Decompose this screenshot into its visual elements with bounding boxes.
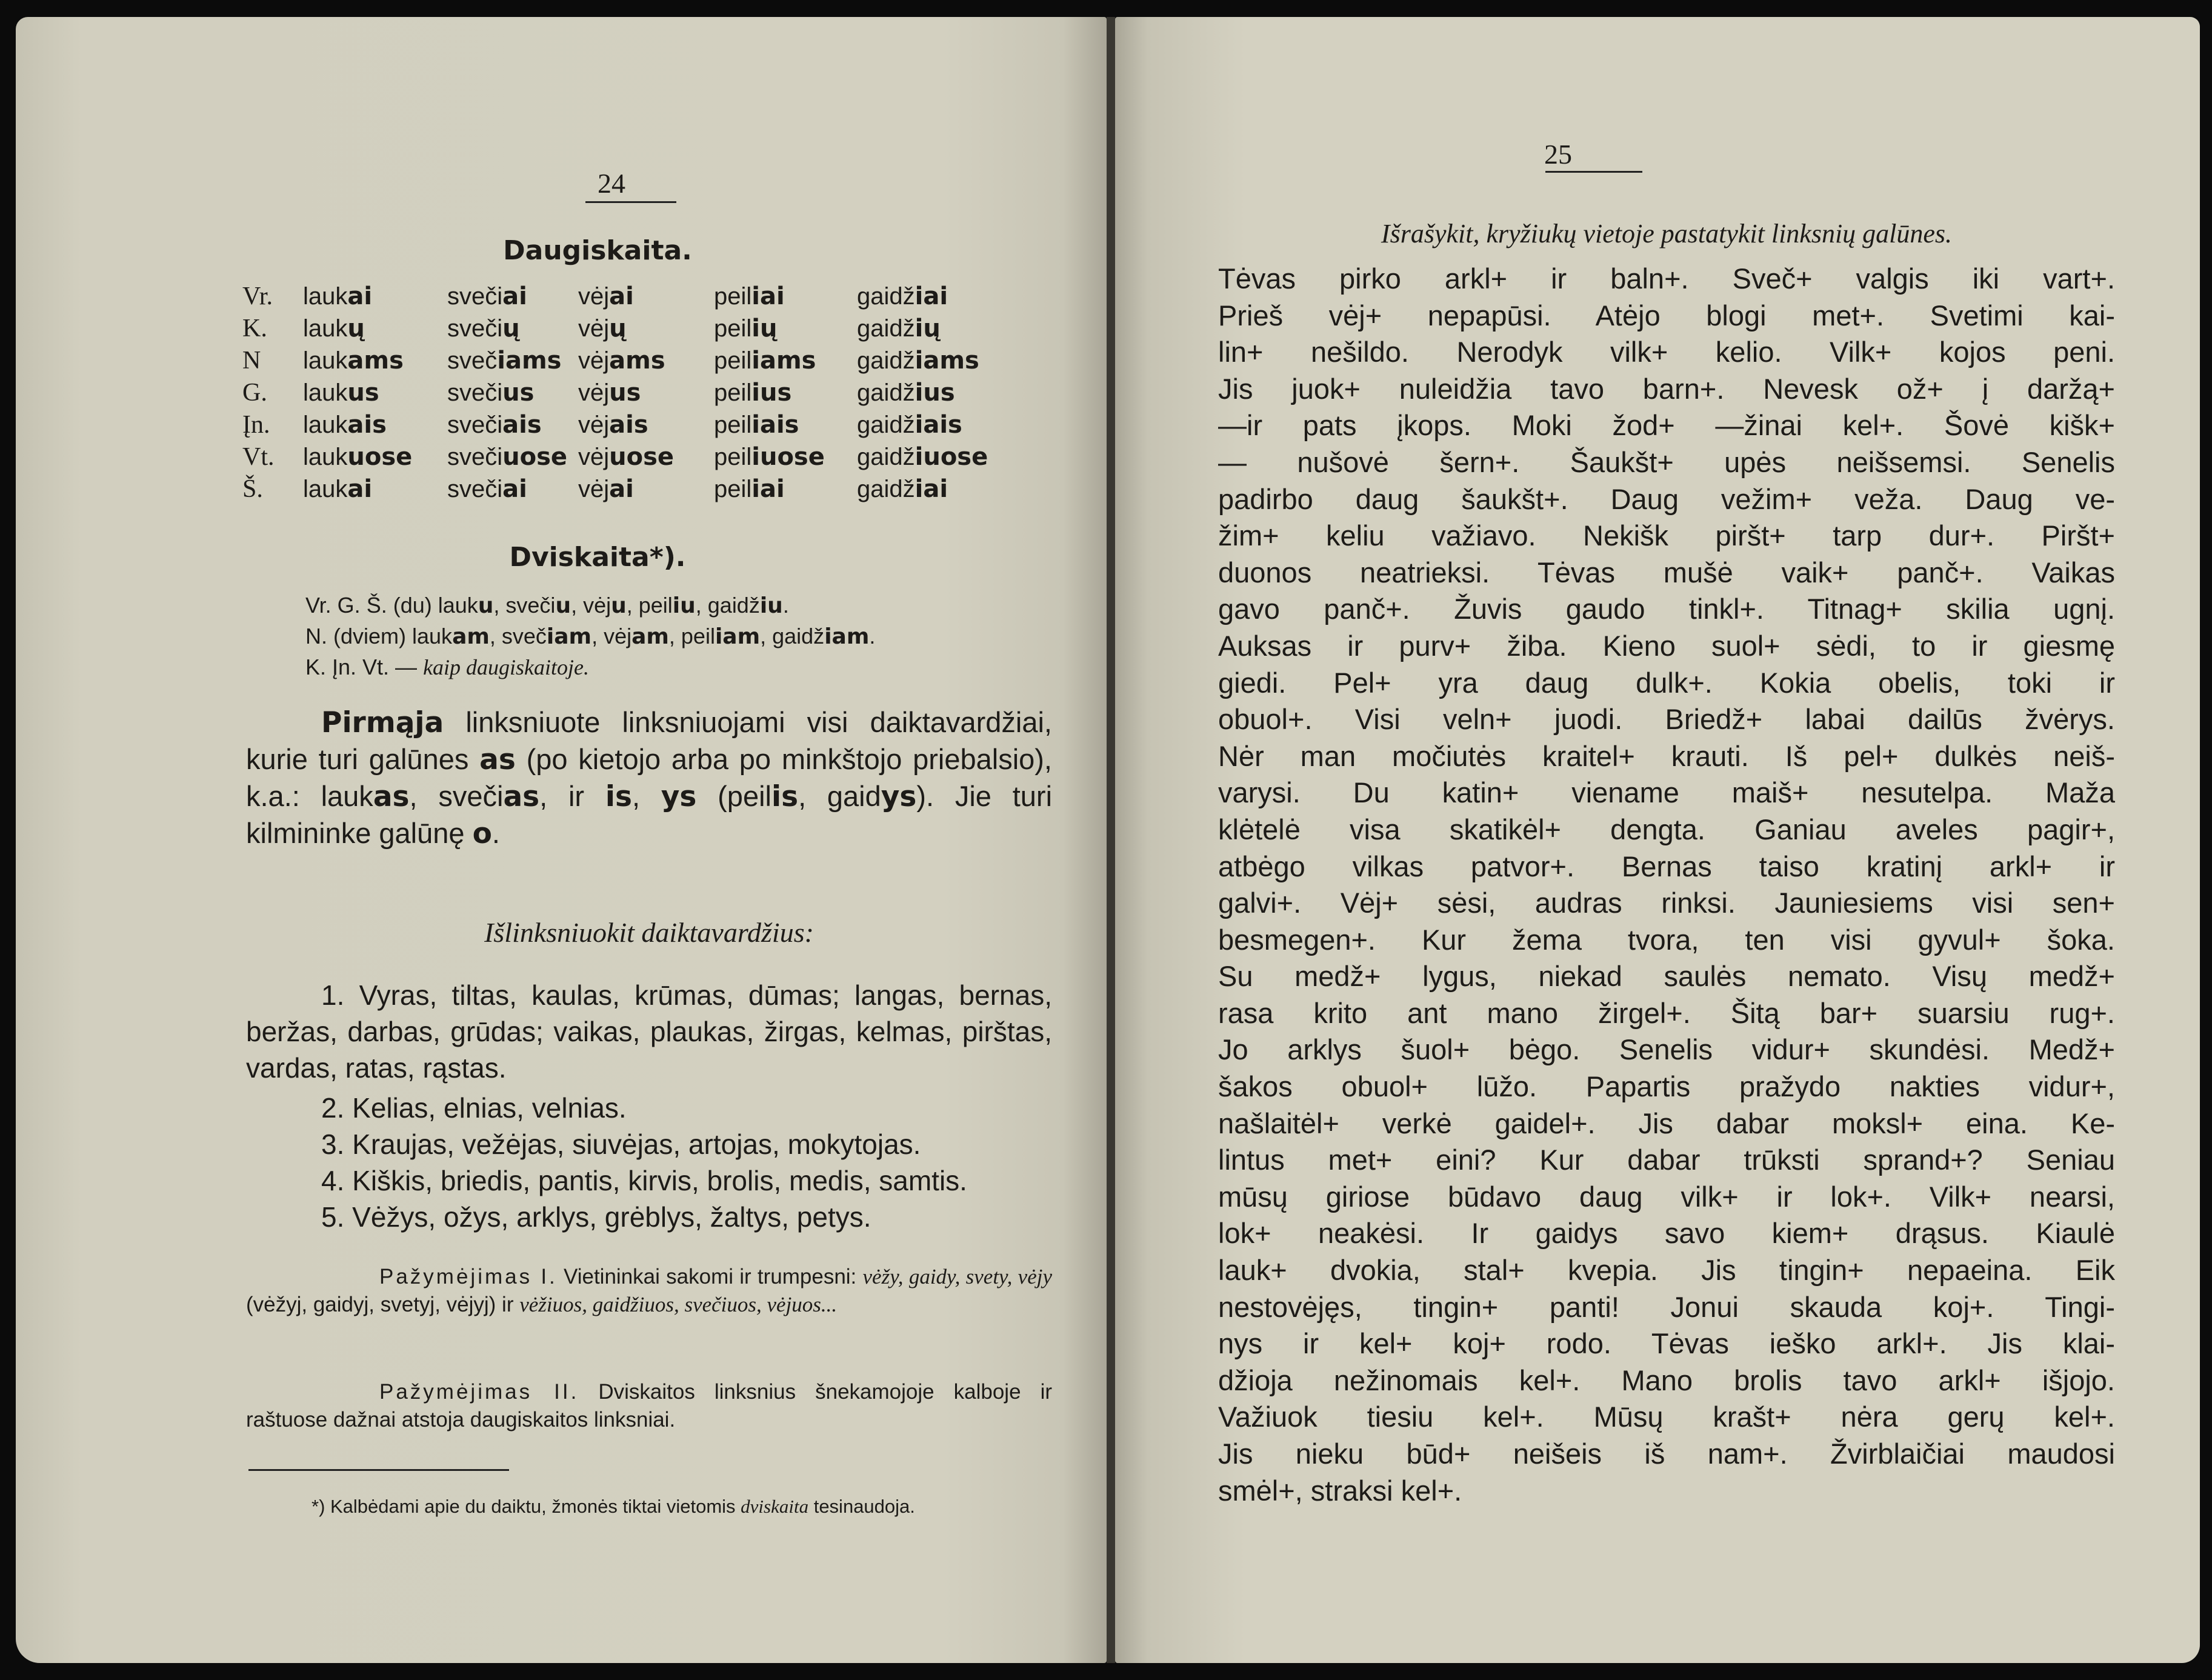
text-line: Jis juok+ nuleidžia tavo barn+. Nevesk ož+ į daržą+ xyxy=(1218,372,2115,405)
text-line: džioja nežinomais kel+. Mano brolis tavo arkl+ išjojo. xyxy=(1218,1364,2115,1396)
dual-heading: Dviskaita*). xyxy=(509,542,686,573)
text-line: klėtelė visa skatikėl+ dengta. Ganiau aveles pagir+, xyxy=(1218,813,2115,845)
plural-declension-table xyxy=(242,280,990,505)
word-stem: gaidž xyxy=(857,411,915,438)
text-line: mūsų giriose būdavo daug vilk+ ir lok+. Vilk+ nearsi, xyxy=(1218,1180,2115,1213)
text-line: lauk+ dvokia, stal+ kvepia. Jis tingin+ nepaeina. Eik xyxy=(1218,1254,2115,1287)
text-line: lok+ neakėsi. Ir gaidys savo kiem+ drąsus. Kiaulė xyxy=(1218,1217,2115,1250)
word-ending: ai xyxy=(609,475,634,503)
word-stem: peil xyxy=(714,475,752,502)
word-stem: vėj xyxy=(578,411,610,438)
text-line: padirbo daug šaukšt+. Daug vežim+ veža. Daug ve- xyxy=(1218,482,2115,515)
word-ending: iams xyxy=(497,346,562,375)
text-line: varysi. Du katin+ viename maiš+ nesutelpa. Maža xyxy=(1218,776,2115,809)
declension-row xyxy=(242,344,990,376)
dual-line-1: Vr. G. Š. (du) lauku, svečiu, vėju, peiliu, gaidžiu. xyxy=(305,593,789,618)
exercise-item-4: 4. Kiškis, briedis, pantis, kirvis, brolis, medis, samtis. xyxy=(321,1165,967,1196)
word-stem: gaidž xyxy=(857,315,915,342)
text-line: obuol+. Visi veln+ juodi. Briedž+ labai dailūs žvėrys. xyxy=(1218,703,2115,736)
declension-cell xyxy=(857,312,990,344)
declension-row xyxy=(242,408,990,441)
declension-cell xyxy=(303,473,447,505)
declension-cell xyxy=(714,312,857,344)
declension-cell xyxy=(447,408,578,441)
word-stem: gaidž xyxy=(857,282,915,310)
page-number-underline xyxy=(585,201,676,203)
dual-line-2: N. (dviem) laukam, svečiam, vėjam, peiliam, gaidžiam. xyxy=(305,624,876,649)
word-ending: iais xyxy=(914,410,962,439)
word-stem: peil xyxy=(714,282,752,310)
word-ending: iuose xyxy=(751,442,825,471)
dual-forms xyxy=(305,590,1093,682)
declension-cell xyxy=(303,344,447,376)
word-ending: ius xyxy=(751,378,792,407)
declension-cell xyxy=(447,441,578,473)
word-stem: lauk xyxy=(303,443,348,470)
text-line: Tėvas pirko arkl+ ir baln+. Sveč+ valgis iki vart+. xyxy=(1218,262,2115,295)
declension-row xyxy=(242,280,990,312)
word-ending: iai xyxy=(914,475,948,503)
declension-cell xyxy=(857,408,990,441)
dual-line-3: K. Įn. Vt. — kaip daugiskaitoje. xyxy=(305,655,590,679)
text-line: smėl+, straksi kel+. xyxy=(1218,1474,1462,1507)
word-stem: gaidž xyxy=(857,475,915,502)
declension-cell xyxy=(714,280,857,312)
word-stem: peil xyxy=(714,411,752,438)
word-ending: ių xyxy=(914,314,941,342)
word-ending: iams xyxy=(751,346,816,375)
text-line: —ir pats įkops. Moki žod+ —žinai kel+. Šovė kišk+ xyxy=(1218,409,2115,442)
declension-cell xyxy=(303,312,447,344)
word-ending: ai xyxy=(609,282,634,310)
text-line: Jo arklys šuol+ bėgo. Senelis vidur+ skundėsi. Medž+ xyxy=(1218,1033,2115,1066)
word-ending: ų xyxy=(347,314,365,342)
text-line: Auksas ir purv+ žiba. Kieno suol+ sėdi, to ir giesmę xyxy=(1218,629,2115,662)
page-number: 25 xyxy=(1544,139,1572,170)
case-label: Vr. xyxy=(242,282,273,310)
text-line: nys ir kel+ koj+ rodo. Tėvas ieško arkl+. Jis klai- xyxy=(1218,1327,2115,1360)
note-1: Pažymėjimas I. Vietininkai sakomi ir trumpesni: vėžy, gaidy, svety, vėjy (vėžyj, gaidyj, svetyj, vėjyj) ir vėžiuos, gaidžiuos, svečiuos, vėjuos... xyxy=(246,1265,1052,1316)
declension-cell xyxy=(578,441,714,473)
text-line: galvi+. Vėj+ sėsi, audras rinksi. Jauniesiems visi sen+ xyxy=(1218,887,2115,919)
word-stem: gaidž xyxy=(857,443,915,470)
declension-cell xyxy=(578,473,714,505)
word-ending: ais xyxy=(347,410,387,439)
word-stem: sveči xyxy=(447,475,503,502)
declension-cell xyxy=(447,344,578,376)
declension-cell xyxy=(447,312,578,344)
text-line: giedi. Pel+ yra daug dulk+. Kokia obelis, toki ir xyxy=(1218,666,2115,699)
word-stem: peil xyxy=(714,347,752,374)
word-ending: ų xyxy=(502,314,520,342)
plural-heading: Daugiskaita. xyxy=(503,235,692,266)
declension-cell xyxy=(857,473,990,505)
declension-cell xyxy=(714,344,857,376)
text-line: šakos obuol+ lūžo. Papartis pražydo nakties vidur+, xyxy=(1218,1070,2115,1103)
text-line: Prieš vėj+ nepapūsi. Atėjo blogi met+. Svetimi kai- xyxy=(1218,299,2115,332)
declension-cell xyxy=(578,344,714,376)
word-ending: us xyxy=(347,378,379,407)
footnote-rule xyxy=(248,1469,509,1471)
declension-rule: Pirmąja linksniuote linksniuojami visi daiktavardžiai, kurie turi galūnes as (po kietojo arba po minkštojo priebalsio), k.a.: laukas, svečias, ir is, ys (peilis, gaidys). Jie turi kilmininke galūnę o. xyxy=(246,706,1053,850)
text-line: rasa krito ant mano žirgel+. Šitą bar+ suarsiu rug+. xyxy=(1218,996,2115,1029)
text-line: žim+ keliu važiavo. Nekišk piršt+ tarp dur+. Piršt+ xyxy=(1218,519,2115,552)
declension-cell xyxy=(578,280,714,312)
declension-row xyxy=(242,376,990,408)
declension-cell xyxy=(303,441,447,473)
page-number-underline xyxy=(1545,171,1642,173)
text-line: Su medž+ lygus, niekad saulės nemato. Visų medž+ xyxy=(1218,960,2115,993)
declension-row xyxy=(242,441,990,473)
page-number: 24 xyxy=(598,168,625,199)
declension-cell xyxy=(714,441,857,473)
word-ending: ams xyxy=(347,346,404,375)
declension-cell xyxy=(714,408,857,441)
declension-cell xyxy=(578,408,714,441)
word-stem: sveč xyxy=(447,347,498,374)
word-stem: sveči xyxy=(447,443,503,470)
word-stem: gaidž xyxy=(857,379,915,406)
exercise-item-1: 1. Vyras, tiltas, kaulas, krūmas, dūmas; langas, bernas, beržas, darbas, grūdas; vaikas, plaukas, žirgas, kelmas, pirštas, vardas, ratas, rąstas. xyxy=(246,979,1052,1084)
word-stem: lauk xyxy=(303,475,348,502)
declension-cell xyxy=(303,376,447,408)
text-line: Nėr man močiutės kraitel+ krauti. Iš pel+ dulkės neiš- xyxy=(1218,739,2115,772)
exercise-item-5: 5. Vėžys, ožys, arklys, grėblys, žaltys, petys. xyxy=(321,1201,871,1233)
note-2: Pažymėjimas II. Dviskaitos linksnius šnekamojoje kalboje ir raštuose dažnai atstoja daugiskaitos linksniai. xyxy=(246,1380,1053,1432)
word-ending: ais xyxy=(609,410,648,439)
text-line: duonos neatrieksi. Tėvas mušė vaik+ panč+. Vaikas xyxy=(1218,556,2115,588)
right-page xyxy=(1115,17,2200,1663)
word-stem: gaidž xyxy=(857,347,915,374)
text-line: besmegen+. Kur žema tvora, ten visi gyvul+ šoka. xyxy=(1218,923,2115,956)
text-line: nestovėjęs, tingin+ panti! Jonui skauda koj+. Tingi- xyxy=(1218,1290,2115,1323)
declension-row xyxy=(242,312,990,344)
text-line: — nušovė šern+. Šaukšt+ upės neišsemsi. Senelis xyxy=(1218,445,2115,478)
word-stem: lauk xyxy=(303,347,348,374)
exercise-item-3: 3. Kraujas, vežėjas, siuvėjas, artojas, mokytojas. xyxy=(321,1128,921,1160)
word-stem: vėj xyxy=(578,282,610,310)
declension-row xyxy=(242,473,990,505)
word-ending: iams xyxy=(914,346,979,375)
word-stem: lauk xyxy=(303,411,348,438)
declension-cell xyxy=(447,280,578,312)
case-label: K. xyxy=(242,314,267,342)
word-ending: iai xyxy=(914,282,948,310)
word-stem: sveči xyxy=(447,282,503,310)
declension-cell xyxy=(303,280,447,312)
declension-cell xyxy=(857,344,990,376)
declension-cell xyxy=(578,376,714,408)
word-ending: iai xyxy=(751,475,785,503)
declension-cell xyxy=(303,408,447,441)
declension-cell xyxy=(857,376,990,408)
word-ending: uose xyxy=(347,442,413,471)
word-ending: iais xyxy=(751,410,799,439)
word-ending: ai xyxy=(502,475,527,503)
word-ending: uose xyxy=(609,442,675,471)
word-ending: us xyxy=(609,378,641,407)
case-label: G. xyxy=(242,378,267,407)
word-stem: peil xyxy=(714,315,752,342)
text-line: atbėgo vilkas patvor+. Bernas taiso kratinį arkl+ ir xyxy=(1218,850,2115,882)
footnote: *) Kalbėdami apie du daiktu, žmonės tiktai vietomis dviskaita tesinaudoja. xyxy=(311,1496,915,1517)
word-ending: ams xyxy=(609,346,665,375)
word-stem: lauk xyxy=(303,315,348,342)
exercise-text xyxy=(1218,261,2115,1509)
declension-cell xyxy=(857,441,990,473)
word-ending: ius xyxy=(914,378,955,407)
text-line: lintus met+ eini? Kur dabar trūksti sprand+? Seniau xyxy=(1218,1144,2115,1176)
word-ending: ai xyxy=(347,475,373,503)
declension-cell xyxy=(578,312,714,344)
case-label: N xyxy=(242,346,261,375)
declension-cell xyxy=(714,473,857,505)
word-stem: sveči xyxy=(447,379,503,406)
word-ending: ai xyxy=(502,282,527,310)
word-stem: peil xyxy=(714,443,752,470)
word-ending: us xyxy=(502,378,535,407)
word-stem: vėj xyxy=(578,443,610,470)
exercise-title: Išlinksniuokit daiktavardžius: xyxy=(484,917,814,948)
declension-cell xyxy=(447,376,578,408)
word-stem: peil xyxy=(714,379,752,406)
word-ending: uose xyxy=(502,442,568,471)
word-ending: ų xyxy=(609,314,627,342)
word-ending: ai xyxy=(347,282,373,310)
word-stem: vėj xyxy=(578,315,610,342)
book-gutter xyxy=(1107,17,1115,1663)
left-page xyxy=(16,17,1107,1663)
exercise-item-2: 2. Kelias, elnias, velnias. xyxy=(321,1092,627,1124)
declension-cell xyxy=(857,280,990,312)
text-line: Jis nieku būd+ neišeis iš nam+. Žvirblaičiai maudosi xyxy=(1218,1438,2115,1470)
word-stem: vėj xyxy=(578,379,610,406)
declension-cell xyxy=(447,473,578,505)
word-stem: lauk xyxy=(303,379,348,406)
word-ending: ių xyxy=(751,314,778,342)
case-label: Vt. xyxy=(242,442,275,471)
case-label: Š. xyxy=(242,475,263,503)
word-stem: sveči xyxy=(447,411,503,438)
word-stem: sveči xyxy=(447,315,503,342)
text-line: Važiuok tiesiu kel+. Mūsų krašt+ nėra gerų kel+. xyxy=(1218,1401,2115,1433)
word-stem: vėj xyxy=(578,347,610,374)
word-ending: iai xyxy=(751,282,785,310)
word-stem: vėj xyxy=(578,475,610,502)
text-line: lin+ nešildo. Nerodyk vilk+ kelio. Vilk+ kojos peni. xyxy=(1218,336,2115,368)
exercise-list xyxy=(246,977,1052,1235)
declension-cell xyxy=(714,376,857,408)
case-label: Įn. xyxy=(242,410,270,439)
word-ending: ais xyxy=(502,410,542,439)
text-line: našlaitėl+ verkė gaidel+. Jis dabar moksl+ eina. Ke- xyxy=(1218,1107,2115,1139)
word-ending: iuose xyxy=(914,442,988,471)
word-stem: lauk xyxy=(303,282,348,310)
exercise-heading: Išrašykit, kryžiukų vietoje pastatykit linksnių galūnes. xyxy=(1381,219,1953,248)
text-line: gavo panč+. Žuvis gaudo tinkl+. Titnag+ skilia ugnį. xyxy=(1218,593,2115,625)
